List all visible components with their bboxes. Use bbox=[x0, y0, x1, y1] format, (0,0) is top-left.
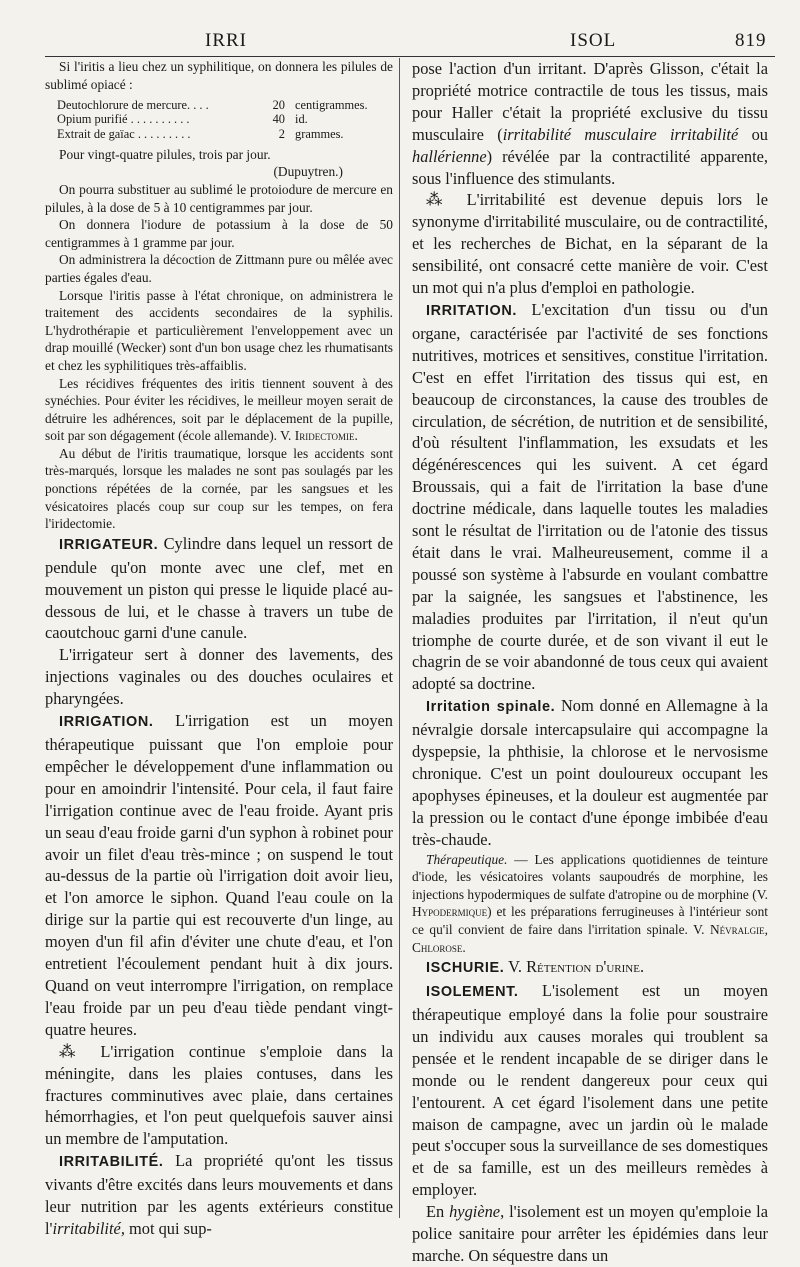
column-divider bbox=[399, 58, 400, 1218]
therapeutique-paragraph bbox=[412, 851, 768, 957]
ingredient-name: Opium purifié . . . . . . . . . . bbox=[57, 112, 190, 127]
entry-headword: ISCHURIE. bbox=[426, 960, 505, 977]
entry-irritation-spinale bbox=[412, 695, 768, 850]
ingredient-qty: 2 bbox=[278, 126, 285, 141]
entry-text: Cylindre dans lequel un ressort de pendule qu'on monte avec une clef, met en mouvement un piston qui presse le liquide placé au-dessous de lui, et le chasse à travers un tube de caoutchouc garni d'une canule. bbox=[45, 533, 394, 643]
paragraph-text: — Les applications quotidiennes de teinture d'iode, les vésicatoires volants saupoudrés de morphine, les injections hypodermiques de sulfate d'atropine ou de morphine (V. bbox=[412, 851, 768, 902]
ingredient-unit: centigrammes. bbox=[295, 98, 368, 113]
italic-term: irritabilité, bbox=[52, 1218, 125, 1238]
formula-row bbox=[57, 127, 393, 141]
entry-text: mot qui sup- bbox=[124, 1218, 212, 1238]
entry-text: L'irrigation est un moyen thérapeutique puissant que l'on emploie pour empêcher le développement d'une inflammation ou pour en amoindrir l'intensité. Pour cela, il faut faire l'irrigation continue avec de l'eau froide. Ayant pris un seau d'eau froide garni d'un syphon à robinet pour avoir un filet d'eau très-mince ; on suspend le tout au-dessus de la partie où l'irrigation doit avoir lieu, et l'on amorce le siphon. Quand l'eau coule on la dirige sur la partie qui est recouverte d'un linge, au moyen d'un fil afin d'éviter une chute d'eau, et l'on entretient l'écoulement pendant huit à dix jours. Quand on veut interrompre l'irrigation, on remplace l'eau froide par un peu d'eau tiède pendant vingt-quatre heures. bbox=[45, 711, 393, 1039]
paragraph: ⁂ L'irrigation continue s'emploie dans la méningite, dans les plaies contuses, dans les fractures comminutives avec plaie, dans certaines hémorrhagies, et l'on peut quelquefois sauver ainsi un membre de l'amputation. bbox=[45, 1041, 393, 1149]
ingredient-qty: 40 bbox=[272, 112, 285, 127]
entry-headword: IRRIGATEUR. bbox=[59, 536, 159, 553]
cross-reference: Hypodermique bbox=[412, 904, 488, 920]
entry-text: La propriété qu'ont les tissus vivants d'être excités dans leurs mouvements et dans leur nutrition par les agents extérieurs constitue l' bbox=[45, 1151, 393, 1238]
formula-row bbox=[57, 98, 393, 112]
entry-text: V. bbox=[504, 957, 527, 977]
entry-irritabilite bbox=[45, 1150, 393, 1240]
paragraph-text: En bbox=[426, 1202, 450, 1222]
italic-label: Thérapeutique. bbox=[426, 851, 508, 867]
paragraph: On pourra substituer au sublimé le protoiodure de mercure en pilules, à la dose de 5 à 10 centigrammes par jour. bbox=[45, 181, 393, 215]
page-number: 819 bbox=[735, 30, 767, 51]
italic-term: hygiène bbox=[449, 1202, 501, 1222]
header-center-word: ISOL bbox=[570, 30, 617, 51]
paragraph: Lorsque l'iritis passe à l'état chronique, on administrera le traitement des accidents secondaires de la syphilis. L'hydrothérapie et particulièrement l'enveloppement avec un drap mouillé (Wecker) sont d'un bon usage chez les rhumatisants et chez les syphilitiques très-affaiblis. bbox=[45, 287, 393, 373]
paragraph: L'irrigateur sert à donner des lavements, des injections vaginales ou des douches oculaires et pharyngées. bbox=[45, 645, 393, 709]
ingredient-unit: grammes. bbox=[295, 126, 344, 141]
ingredient-name: Deutochlorure de mercure. . . . bbox=[57, 98, 209, 113]
paragraph-text: , l'isolement est un moyen qu'emploie la police sanitaire pour arrêter les épidémies dans leur marche. On séquestre dans un bbox=[412, 1202, 768, 1265]
paragraph: Si l'iritis a lieu chez un syphilitique, on donnera les pilules de sublimé opiacé : bbox=[45, 59, 393, 92]
paragraph: On donnera l'iodure de potassium à la dose de 50 centigrammes à 1 gramme par jour. bbox=[45, 217, 393, 250]
left-column bbox=[45, 58, 394, 1238]
paragraph: ⁂ L'irritabilité est devenue depuis lors le synonyme d'irritabilité musculaire, ou de contractilité, et les recherches de Bichat, en la séparant de la sensibilité, ont consacré cette manière de voir. C'est un mot qui n'a plus d'emploi en pathologie. bbox=[412, 190, 768, 298]
entry-text: L'excitation d'un tissu ou d'un organe, caractérisée par l'activité de ses fonctions nutritives, motrices et sensitives, constitue l'irritation. C'est en effet l'irritation des tissus qui est, en beaucoup de circonstances, la cause des troubles de circulation, de sécrétion, de nutrition et de sensibilité, d'où résultent l'inflammation, les exsudats et les dégénérescences qui les suivent. A cet égard Broussais, qui a fait de l'irritation la base d'une doctrine médicale, dans laquelle toutes les maladies sont le résultat de l'irritation ou de l'atonie des tissus était dans le vrai. Malheureusement, comme il a poussé son système à l'absurde en voulant combattre par la saignée, les sangsues et l'abstinence, les maladies produites par l'irritation, il n'eut qu'un triomphe de courte durée, et de son vivant il eut le chagrin de se voir abandonné de tous ceux qui avaient adopté sa doctrine. bbox=[412, 299, 768, 694]
paragraph bbox=[45, 375, 393, 445]
entry-isolement bbox=[412, 980, 768, 1201]
entry-irritation bbox=[412, 299, 768, 695]
paragraph: Au début de l'iritis traumatique, lorsque les accidents sont très-marqués, lorsque les malades ne sont pas soulagés par les ponctions répétées de la cornée, par les sangsues et les vésicatoires placés coup sur coup sur les tempes, on fera l'iridectomie. bbox=[45, 445, 393, 532]
paragraph-text: ) et les préparations ferrugineuses à l'intérieur sont ce qu'il convient de faire dans l'irritation spinale. V. bbox=[412, 904, 768, 937]
italic-term: irritabilité musculaire irritabilité bbox=[502, 124, 739, 144]
entry-ischurie bbox=[412, 956, 768, 980]
prescription-formula bbox=[57, 98, 393, 141]
paragraph bbox=[412, 58, 768, 189]
paragraph bbox=[412, 1201, 768, 1267]
cross-reference: Iridectomie. bbox=[294, 428, 358, 444]
header-rule bbox=[45, 56, 775, 57]
running-header bbox=[0, 30, 800, 56]
cross-reference: Névralgie, Chlorose. bbox=[412, 922, 768, 955]
entry-headword: IRRIGATION. bbox=[59, 714, 154, 731]
entry-headword: IRRITABILITÉ. bbox=[59, 1154, 164, 1171]
entry-text: Nom donné en Allemagne à la névralgie dorsale intercapsulaire qui accompagne la dyspepsie, la phthisie, la chlorose et le nervosisme chronique. C'est un point douloureux occupant les apophyses épineuses, et la douleur est augmentée par la pression ou le contact d'une éponge imbibée d'eau très-chaude. bbox=[412, 696, 768, 849]
italic-term: hallérienne bbox=[412, 146, 487, 166]
paragraph: On administrera la décoction de Zittmann pure ou mêlée avec parties égales d'eau. bbox=[45, 252, 393, 285]
right-column bbox=[412, 58, 768, 1265]
header-left-word: IRRI bbox=[205, 30, 247, 51]
ingredient-qty: 20 bbox=[272, 98, 285, 113]
entry-headword: IRRITATION. bbox=[426, 302, 517, 319]
ingredient-unit: id. bbox=[295, 112, 308, 127]
ingredient-name: Extrait de gaïac . . . . . . . . . bbox=[57, 126, 191, 141]
paragraph-text: ) révélée par la contractilité apparente, sous l'influence des stimulants. bbox=[412, 146, 768, 188]
paragraph-text: ou bbox=[738, 124, 768, 144]
entry-headword: ISOLEMENT. bbox=[426, 984, 519, 1001]
entry-text: L'isolement est un moyen thérapeutique employé dans la folie pour soustraire un individu aux causes morales qui troublent sa pensée et le rendent incapable de se diriger dans le monde ou le rendent dangereux pour ceux qui l'entourent. A cet égard l'isolement dans une petite maison de campagne, avec un jardin où le malade peut s'occuper sous la surveillance de ses domestiques et de sa famille, est un des meilleurs remèdes à employer. bbox=[412, 981, 768, 1200]
citation: (Dupuytren.) bbox=[273, 164, 343, 180]
paragraph-text: Les récidives fréquentes des iritis tiennent souvent à des synéchies. Pour éviter les récidives, le meilleur moyen serait de détruire les adhérences, soit par le déplacement de la pupille, soit par son dégagement (école allemande). V. bbox=[45, 375, 393, 444]
cross-reference: Rétention d'urine. bbox=[526, 957, 645, 977]
entry-headword: Irritation spinale. bbox=[426, 699, 556, 716]
paragraph: Pour vingt-quatre pilules, trois par jour. bbox=[59, 146, 271, 162]
paragraph-text: pose l'action d'un irritant. D'après Glisson, c'était la propriété motrice contractile de tous les tissus, mais pour Haller c'était la propriété exclusive du tissu musculaire ( bbox=[412, 59, 768, 144]
formula-row bbox=[57, 112, 393, 126]
entry-irrigation bbox=[45, 710, 393, 1041]
entry-irrigateur bbox=[45, 533, 393, 645]
